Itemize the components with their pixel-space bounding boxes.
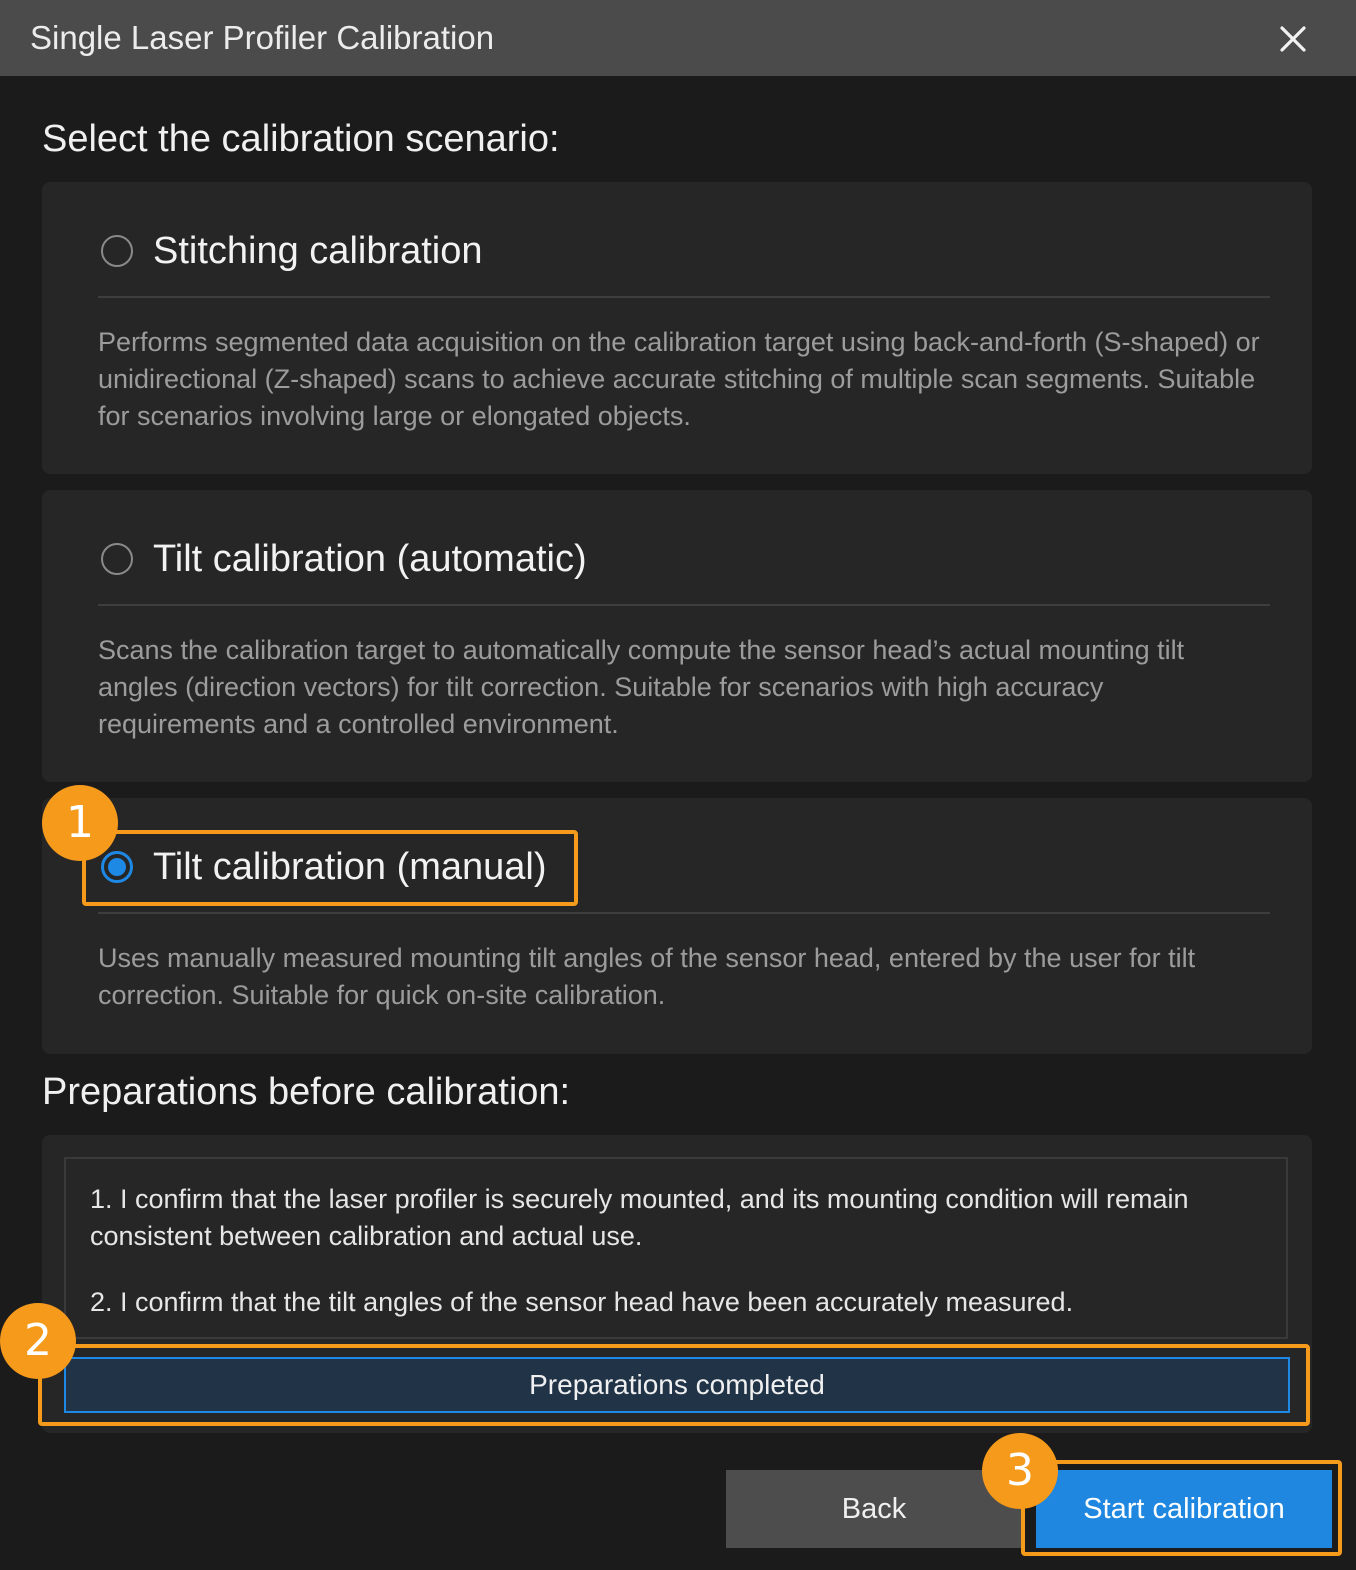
step-marker-3: 3 [982, 1433, 1058, 1509]
option-label: Tilt calibration (automatic) [153, 537, 587, 580]
divider [98, 296, 1270, 298]
preparations-completed-button[interactable]: Preparations completed [64, 1357, 1290, 1413]
divider [98, 912, 1270, 914]
step-marker-1: 1 [42, 785, 118, 861]
title-bar [0, 0, 1356, 76]
close-icon [1279, 25, 1307, 53]
preparation-item: 1. I confirm that the laser profiler is securely mounted, and its mounting condition will remain consistent between calibration and actual use. [90, 1184, 1189, 1251]
option-description: Scans the calibration target to automatically compute the sensor head’s actual mounting tilt angles (direction vectors) for tilt correction. Suitable for scenarios with high accuracy requirements and a controlled environment. [98, 635, 1185, 739]
back-button[interactable]: Back [726, 1470, 1022, 1548]
start-calibration-button[interactable]: Start calibration [1036, 1470, 1332, 1548]
radio-button[interactable] [101, 235, 133, 267]
radio-option-tilt-manual[interactable] [98, 842, 547, 892]
option-label: Tilt calibration (manual) [153, 845, 547, 888]
preparation-item: 2. I confirm that the tilt angles of the sensor head have been accurately measured. [90, 1287, 1074, 1317]
option-description: Uses manually measured mounting tilt angles of the sensor head, entered by the user for tilt correction. Suitable for quick on-site calibration. [98, 943, 1196, 1010]
option-description: Performs segmented data acquisition on the calibration target using back-and-forth (S-shaped) or unidirectional (Z-shaped) scans to achieve accurate stitching of multiple scan segments. Suitable for scenarios involving large or elongated objects. [98, 327, 1260, 431]
window-title: Single Laser Profiler Calibration [30, 19, 495, 56]
step-marker-2: 2 [0, 1303, 76, 1379]
close-button[interactable] [1266, 12, 1320, 66]
radio-option-tilt-automatic[interactable] [98, 534, 587, 584]
option-label: Stitching calibration [153, 229, 483, 272]
radio-button-selected[interactable] [101, 851, 133, 883]
radio-button[interactable] [101, 543, 133, 575]
divider [98, 604, 1270, 606]
scenario-heading: Select the calibration scenario: [42, 118, 560, 160]
radio-option-stitching[interactable] [98, 226, 483, 276]
option-card-tilt-manual [42, 798, 1312, 1054]
preparations-heading: Preparations before calibration: [42, 1071, 571, 1113]
